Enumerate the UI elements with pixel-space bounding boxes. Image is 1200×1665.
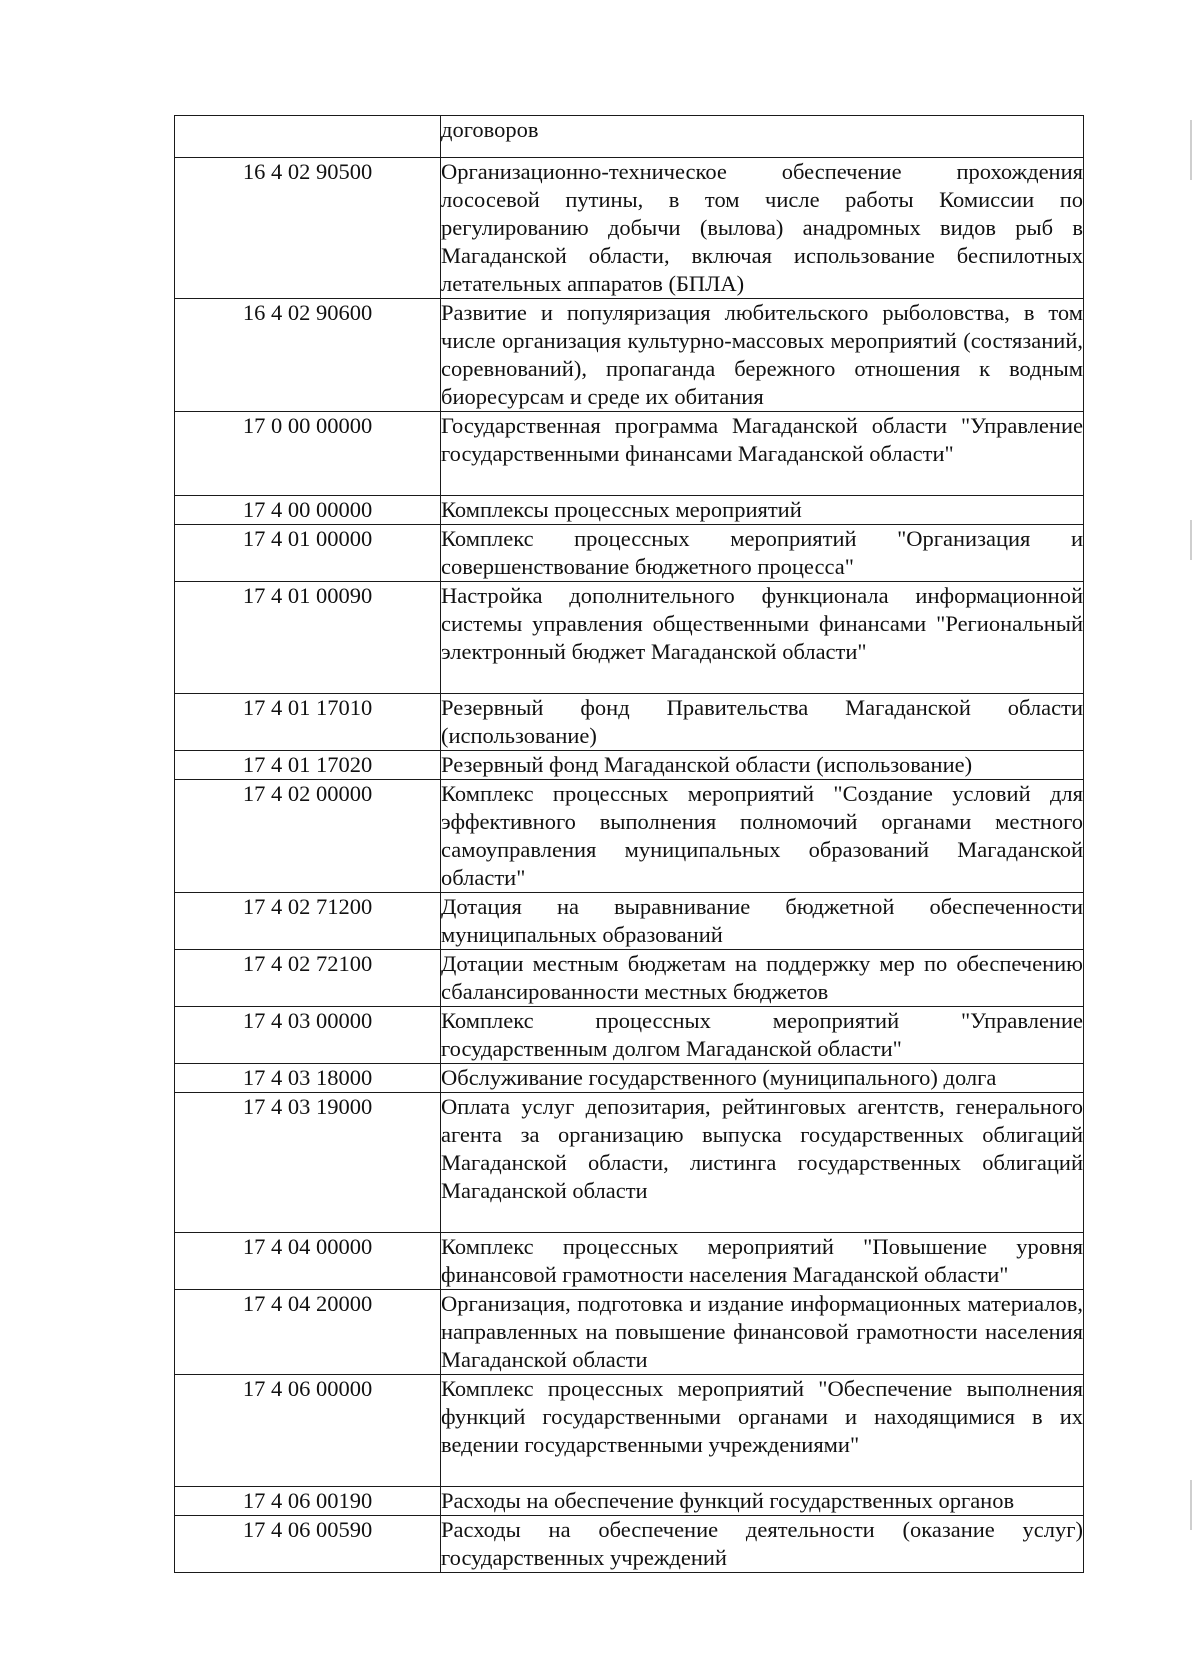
code-cell: 17 4 01 17020 [175, 751, 441, 780]
description-cell: Резервный фонд Правительства Магаданской области (использование) [441, 694, 1084, 751]
table-row [175, 1233, 1084, 1290]
code-cell: 17 4 02 71200 [175, 893, 441, 950]
description-cell: Организационно-техническое обеспечение прохождения лососевой путины, в том числе работы Комиссии по регулированию добычи (вылова) анадромных видов рыб в Магаданской области, включая использование беспилотных летательных аппаратов (БПЛА) [441, 158, 1084, 299]
description-cell: Развитие и популяризация любительского рыболовства, в том числе организация культурно-массовых мероприятий (состязаний, соревнований), пропаганда бережного отношения к водным биоресурсам и среде их обитания [441, 299, 1084, 412]
code-cell: 17 4 04 20000 [175, 1290, 441, 1375]
description-cell: Государственная программа Магаданской области "Управление государственными финансами Магаданской области" [441, 412, 1084, 496]
code-cell: 17 4 06 00190 [175, 1487, 441, 1516]
table-row [175, 893, 1084, 950]
budget-code-table [174, 115, 1084, 1573]
description-cell: Организация, подготовка и издание информационных материалов, направленных на повышение финансовой грамотности населения Магаданской области [441, 1290, 1084, 1375]
code-cell: 17 4 03 18000 [175, 1064, 441, 1093]
code-cell: 17 4 02 00000 [175, 780, 441, 893]
description-cell: Настройка дополнительного функционала информационной системы управления общественными финансами "Региональный электронный бюджет Магаданской области" [441, 582, 1084, 694]
description-cell: Комплексы процессных мероприятий [441, 496, 1084, 525]
table-row [175, 1007, 1084, 1064]
description-cell: Комплекс процессных мероприятий "Повышение уровня финансовой грамотности населения Магаданской области" [441, 1233, 1084, 1290]
table-row [175, 412, 1084, 496]
code-cell: 16 4 02 90500 [175, 158, 441, 299]
code-cell [175, 116, 441, 158]
code-cell: 17 4 01 00090 [175, 582, 441, 694]
table-row [175, 1375, 1084, 1487]
description-cell: договоров [441, 116, 1084, 158]
code-cell: 17 4 02 72100 [175, 950, 441, 1007]
scan-edge-mark [1190, 120, 1192, 180]
code-cell: 17 4 06 00000 [175, 1375, 441, 1487]
table-row [175, 116, 1084, 158]
code-cell: 16 4 02 90600 [175, 299, 441, 412]
scan-edge-mark [1190, 520, 1192, 560]
code-cell: 17 4 00 00000 [175, 496, 441, 525]
description-cell: Комплекс процессных мероприятий "Управление государственным долгом Магаданской области" [441, 1007, 1084, 1064]
table-row [175, 694, 1084, 751]
code-cell: 17 4 06 00590 [175, 1516, 441, 1573]
description-cell: Комплекс процессных мероприятий "Организация и совершенствование бюджетного процесса" [441, 525, 1084, 582]
table-row [175, 299, 1084, 412]
description-cell: Расходы на обеспечение деятельности (оказание услуг) государственных учреждений [441, 1516, 1084, 1573]
description-cell: Оплата услуг депозитария, рейтинговых агентств, генерального агента за организацию выпуска государственных облигаций Магаданской области, листинга государственных облигаций Магаданской области [441, 1093, 1084, 1233]
table-row [175, 525, 1084, 582]
table-row [175, 496, 1084, 525]
description-cell: Дотации местным бюджетам на поддержку мер по обеспечению сбалансированности местных бюджетов [441, 950, 1084, 1007]
code-cell: 17 4 04 00000 [175, 1233, 441, 1290]
description-cell: Обслуживание государственного (муниципального) долга [441, 1064, 1084, 1093]
code-cell: 17 4 03 00000 [175, 1007, 441, 1064]
table-row [175, 780, 1084, 893]
code-cell: 17 4 01 17010 [175, 694, 441, 751]
table-row [175, 158, 1084, 299]
table-row [175, 1093, 1084, 1233]
code-cell: 17 4 01 00000 [175, 525, 441, 582]
table-row [175, 950, 1084, 1007]
table-row [175, 1290, 1084, 1375]
description-cell: Резервный фонд Магаданской области (использование) [441, 751, 1084, 780]
code-cell: 17 0 00 00000 [175, 412, 441, 496]
table-row [175, 1516, 1084, 1573]
table-row [175, 751, 1084, 780]
table-row [175, 582, 1084, 694]
table-row [175, 1064, 1084, 1093]
description-cell: Расходы на обеспечение функций государственных органов [441, 1487, 1084, 1516]
description-cell: Комплекс процессных мероприятий "Обеспечение выполнения функций государственными органами и находящимися в их ведении государственными учреждениями" [441, 1375, 1084, 1487]
description-cell: Дотация на выравнивание бюджетной обеспеченности муниципальных образований [441, 893, 1084, 950]
description-cell: Комплекс процессных мероприятий "Создание условий для эффективного выполнения полномочий органами местного самоуправления муниципальных образований Магаданской области" [441, 780, 1084, 893]
table-row [175, 1487, 1084, 1516]
scan-edge-mark [1190, 1480, 1192, 1530]
code-cell: 17 4 03 19000 [175, 1093, 441, 1233]
